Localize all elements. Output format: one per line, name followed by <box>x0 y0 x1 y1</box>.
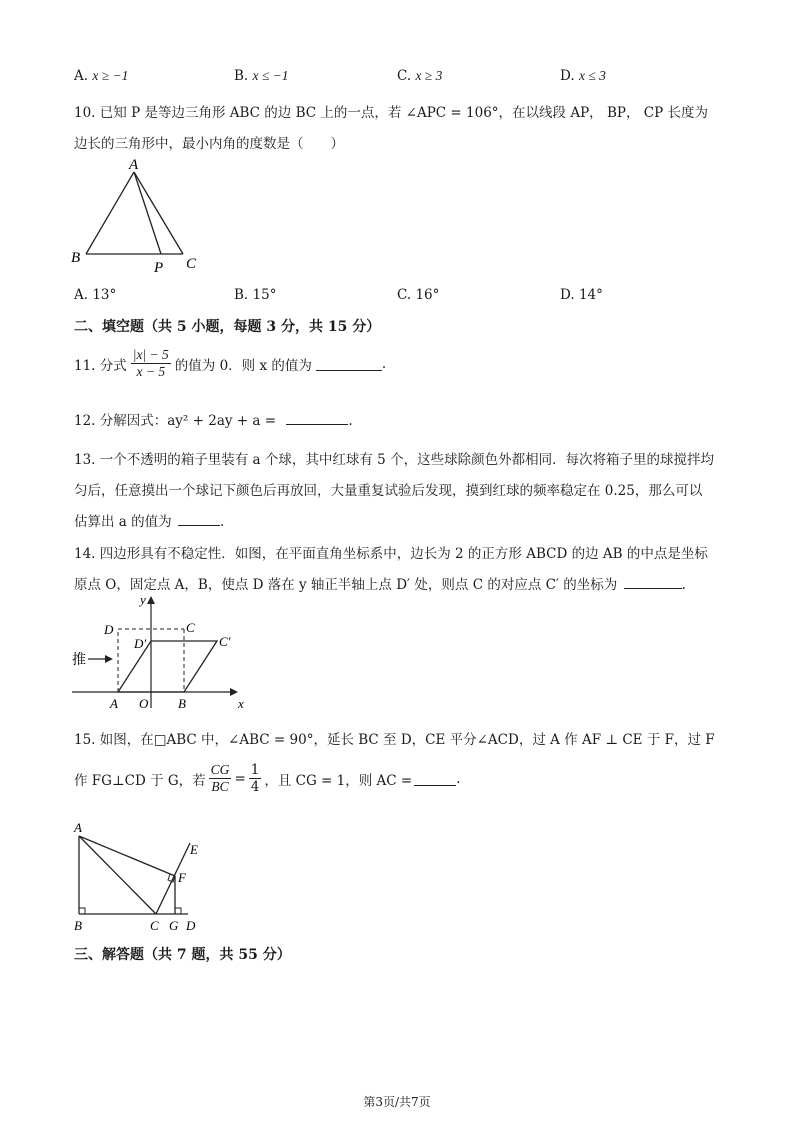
q15-line1: 15. 如图，在□ABC 中，∠ABC = 90°，延长 BC 至 D，CE 平分∠ACD，过 A 作 AF ⊥ CE 于 F，过 F <box>74 732 715 748</box>
segment-ac <box>79 836 156 914</box>
segment-af <box>79 836 175 876</box>
q11-fraction: $\frac{|x| - 5}{x - 5}$ <box>132 347 169 379</box>
q10-option-b: B. 15° <box>234 287 277 303</box>
q10-triangle-figure <box>66 156 216 280</box>
label-b: B <box>71 250 81 266</box>
label-d: D <box>104 622 114 637</box>
q10-option-a: A. 13° <box>74 287 117 303</box>
q9-option-a: A. x ≥ −1 <box>74 68 129 84</box>
label-d-prime: D′ <box>134 636 147 651</box>
label-c: C <box>186 256 197 272</box>
q10-option-c: C. 16° <box>397 287 440 303</box>
q14-line1: 14. 四边形具有不稳定性．如图，在平面直角坐标系中，边长为 2 的正方形 ABCD 的边 AB 的中点是坐标 <box>74 546 708 562</box>
label-b: B <box>74 918 82 933</box>
label-a: A <box>74 820 82 835</box>
section3-title: 三、解答题（共 7 题，共 55 分） <box>74 947 291 963</box>
label-push: 推 <box>72 653 86 668</box>
label-e: E <box>190 842 198 857</box>
label-o: O <box>139 696 149 711</box>
y-axis-arrow <box>147 596 155 604</box>
q11: 11. 分式 $\frac{|x| - 5}{x - 5}$ 的值为 0．则 x 的值为 . <box>74 347 387 379</box>
right-angle-g <box>175 908 181 914</box>
q11-answer-blank[interactable] <box>316 356 382 371</box>
q10-option-d: D. 14° <box>560 287 603 303</box>
label-f: F <box>178 870 186 885</box>
q13-line1: 13. 一个不透明的箱子里装有 a 个球，其中红球有 5 个，这些球除颜色外都相同．每次将箱子里的球搅拌均 <box>74 452 715 468</box>
q9-option-b: B. x ≤ −1 <box>234 68 289 84</box>
q10-stem-line2: 边长的三角形中，最小内角的度数是（ ） <box>74 136 344 152</box>
parallelogram-abcd-prime <box>118 641 217 692</box>
q15-fraction-value: $\frac{1}{4}$ <box>250 762 260 795</box>
q13-line2: 匀后，任意摸出一个球记下颜色后再放回，大量重复试验后发现，摸到红球的频率稳定在 0.25，那么可以 <box>74 483 703 499</box>
label-c: C <box>150 918 159 933</box>
q14-line2: 原点 O，固定点 A，B，使点 D 落在 y 轴正半轴上点 D′ 处，则点 C 的对应点 C′ 的坐标为 . <box>74 573 686 593</box>
x-axis-arrow <box>230 688 238 696</box>
label-y: y <box>140 592 146 607</box>
label-g: G <box>169 918 179 933</box>
q9-option-c: C. x ≥ 3 <box>397 68 443 84</box>
side-ac <box>134 172 183 254</box>
q10-stem-line1: 10. 已知 P 是等边三角形 ABC 的边 BC 上的一点，若 ∠APC = 106°，在以线段 AP， BP， CP 长度为 <box>74 105 708 121</box>
page-footer: 第3页/共7页 <box>363 1095 431 1109</box>
label-x: x <box>238 696 244 711</box>
q12: 12. 分解因式：ay² + 2ay + a = . <box>74 409 353 429</box>
right-angle-b <box>79 908 85 914</box>
q14-coordinate-figure <box>66 592 256 714</box>
label-c: C <box>186 620 195 635</box>
section2-title: 二、填空题（共 5 小题，每题 3 分，共 15 分） <box>74 319 381 335</box>
label-p: P <box>154 260 164 276</box>
q13-answer-blank[interactable] <box>178 511 220 526</box>
side-ab <box>86 172 134 254</box>
label-a: A <box>129 157 139 173</box>
q15-line2: 作 FG⊥CD 于 G，若 $\frac{CG}{BC}$ = $\frac{1}{4}$ ，且 CG = 1，则 AC = . <box>74 762 461 795</box>
label-b: B <box>178 696 186 711</box>
q13-line3: 估算出 a 的值为 . <box>74 510 224 530</box>
q12-answer-blank[interactable] <box>286 410 348 425</box>
q9-option-d: D. x ≤ 3 <box>560 68 606 84</box>
q15-triangle-figure <box>66 816 216 936</box>
segment-ap <box>134 172 161 254</box>
label-a: A <box>110 696 118 711</box>
q14-answer-blank[interactable] <box>624 574 682 589</box>
label-d: D <box>186 918 196 933</box>
q15-answer-blank[interactable] <box>414 771 456 786</box>
push-arrowhead <box>105 655 113 663</box>
q15-fraction-cg-bc: $\frac{CG}{BC}$ <box>210 762 230 794</box>
label-c-prime: C′ <box>219 634 231 649</box>
